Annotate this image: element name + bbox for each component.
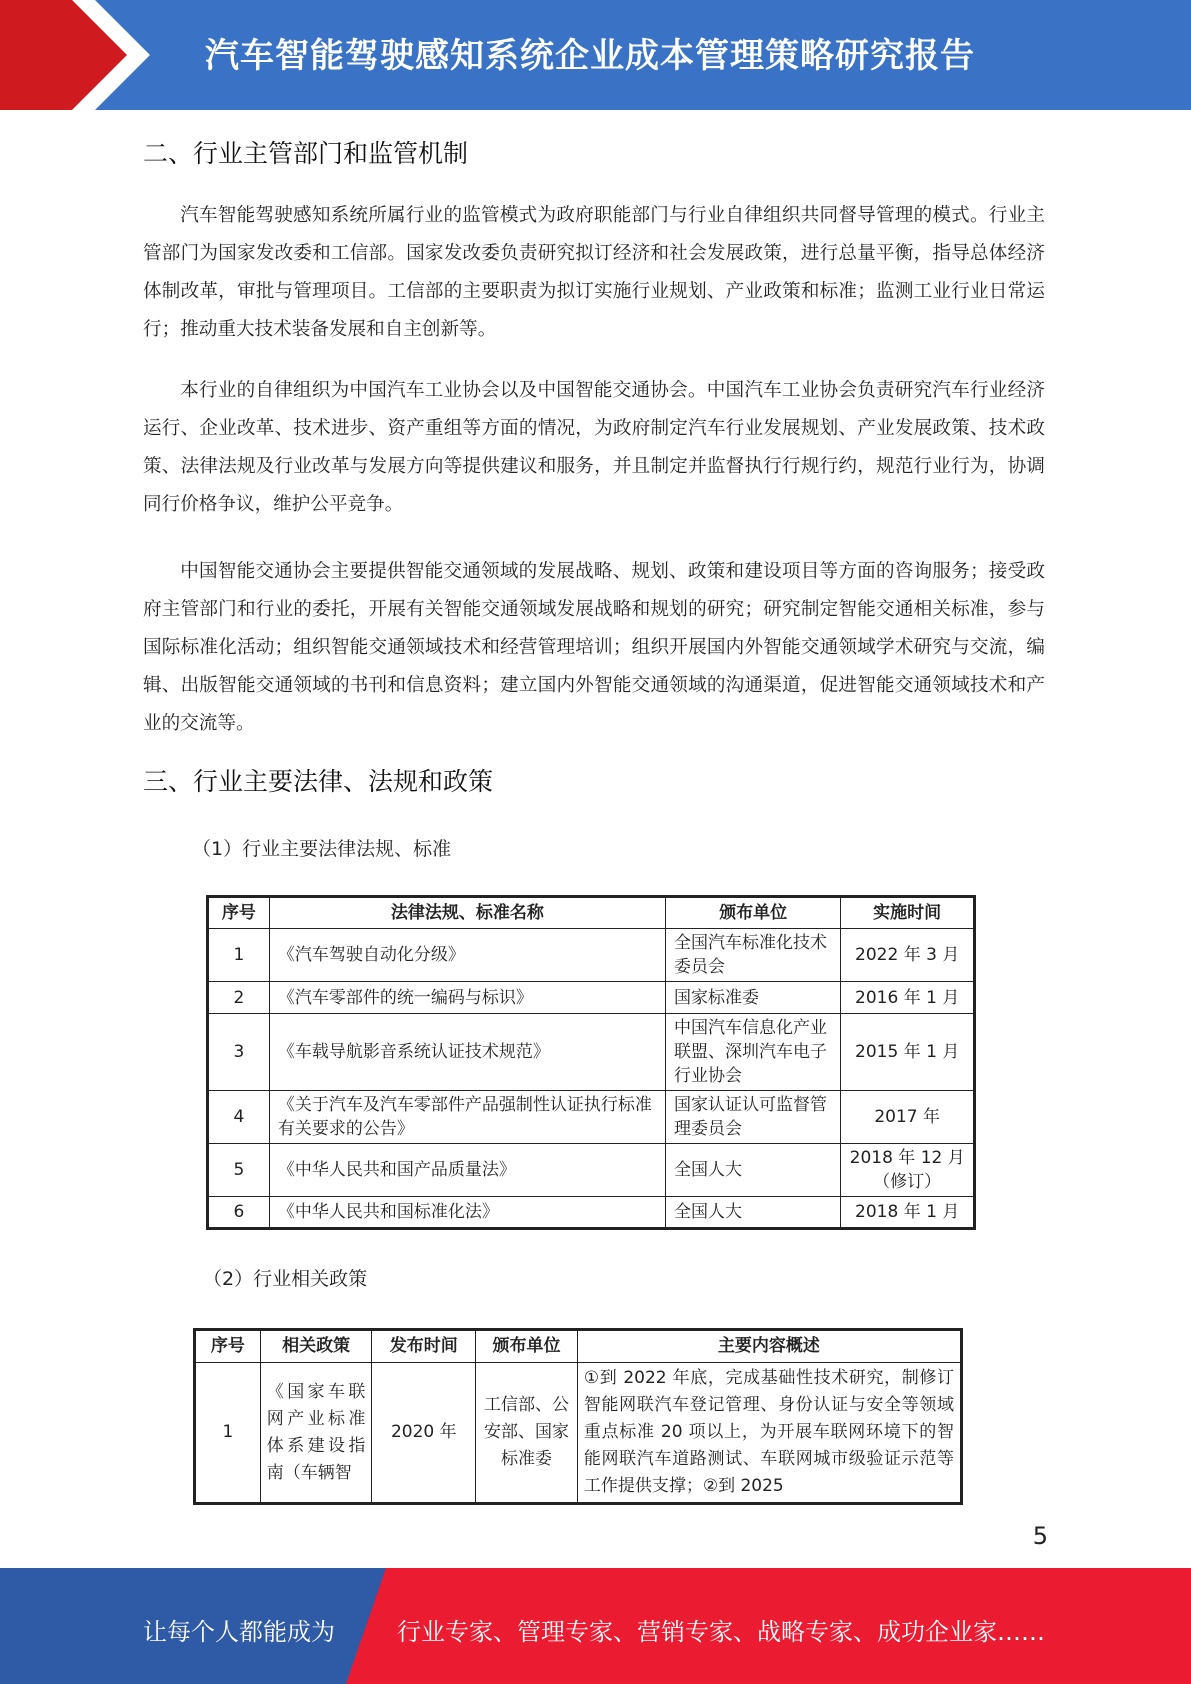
table-cell: 2015 年 1 月: [841, 1014, 975, 1091]
table-cell: 《国家车联网产业标准体系建设指南（车辆智: [260, 1363, 372, 1504]
table-cell: 6: [208, 1197, 270, 1229]
table-cell: 全国人大: [666, 1197, 841, 1229]
table-cell: 2016 年 1 月: [841, 982, 975, 1014]
policies-table: [193, 1328, 963, 1505]
table-cell: 全国人大: [666, 1144, 841, 1197]
column-header: 法律法规、标准名称: [269, 897, 665, 929]
subheading-laws-standards: （1）行业主要法律法规、标准: [192, 838, 452, 860]
subheading-policies: （2）行业相关政策: [203, 1268, 368, 1290]
column-header: 发布时间: [372, 1330, 476, 1363]
page-header-banner: [0, 0, 1191, 110]
table-cell: 2020 年: [372, 1363, 476, 1504]
table-cell: 《关于汽车及汽车零部件产品强制性认证执行标准有关要求的公告》: [269, 1091, 665, 1144]
table-cell: 1: [208, 929, 270, 982]
column-header: 颁布单位: [666, 897, 841, 929]
table-cell: 国家认证认可监督管理委员会: [666, 1091, 841, 1144]
table-cell: 3: [208, 1014, 270, 1091]
table-cell: 《汽车零部件的统一编码与标识》: [269, 982, 665, 1014]
table-cell: 《中华人民共和国标准化法》: [269, 1197, 665, 1229]
header-chevron-icon: [0, 0, 140, 110]
table-row: [208, 1197, 975, 1229]
table-cell: ①到 2022 年底，完成基础性技术研究，制修订智能网联汽车登记管理、身份认证与安全等领域重点标准 20 项以上，为开展车联网环境下的智能网联汽车道路测试、车联网城市级验证示范等工作提供支撑；②到 2025: [577, 1363, 961, 1504]
column-header: 序号: [208, 897, 270, 929]
footer-slogan-right: 行业专家、管理专家、营销专家、战略专家、成功企业家……: [397, 1618, 1045, 1646]
table-cell: 2: [208, 982, 270, 1014]
table-cell: 《汽车驾驶自动化分级》: [269, 929, 665, 982]
table-cell: 1: [195, 1363, 261, 1504]
section-heading-regulators: 二、行业主管部门和监管机制: [143, 139, 469, 168]
table-cell: 《车载导航影音系统认证技术规范》: [269, 1014, 665, 1091]
column-header: 主要内容概述: [577, 1330, 961, 1363]
paragraph-self-regulation: 本行业的自律组织为中国汽车工业协会以及中国智能交通协会。中国汽车工业协会负责研究汽车行业经济运行、企业改革、技术进步、资产重组等方面的情况，为政府制定汽车行业发展规划、产业发展政策、技术政策、法律法规及行业改革与发展方向等提供建议和服务，并且制定并监督执行行规行约，规范行业行为，协调同行价格争议，维护公平竞争。: [143, 380, 1045, 515]
table-cell: 2022 年 3 月: [841, 929, 975, 982]
table-cell: 2018 年 12 月（修订）: [841, 1144, 975, 1197]
page-number: 5: [1032, 1522, 1048, 1550]
table-row: [208, 1144, 975, 1197]
table-cell: 全国汽车标准化技术委员会: [666, 929, 841, 982]
table-cell: 《中华人民共和国产品质量法》: [269, 1144, 665, 1197]
page-footer-banner: [0, 1568, 1191, 1684]
table-row: [208, 1091, 975, 1144]
table-header-row: [195, 1330, 962, 1363]
table-row: [208, 1014, 975, 1091]
table-row: [208, 982, 975, 1014]
footer-slogan-left: 让每个人都能成为: [143, 1618, 335, 1646]
column-header: 相关政策: [260, 1330, 372, 1363]
column-header: 序号: [195, 1330, 261, 1363]
table-row: [195, 1363, 962, 1504]
table-cell: 2017 年: [841, 1091, 975, 1144]
table-header-row: [208, 897, 975, 929]
report-title: 汽车智能驾驶感知系统企业成本管理策略研究报告: [205, 36, 975, 76]
table-cell: 2018 年 1 月: [841, 1197, 975, 1229]
table-cell: 中国汽车信息化产业联盟、深圳汽车电子行业协会: [666, 1014, 841, 1091]
table-cell: 工信部、公安部、国家标准委: [476, 1363, 578, 1504]
laws-standards-table: [206, 895, 976, 1230]
table-cell: 国家标准委: [666, 982, 841, 1014]
column-header: 颁布单位: [476, 1330, 578, 1363]
table-row: [208, 929, 975, 982]
paragraph-regulation-model: 汽车智能驾驶感知系统所属行业的监管模式为政府职能部门与行业自律组织共同督导管理的模式。行业主管部门为国家发改委和工信部。国家发改委负责研究拟订经济和社会发展政策，进行总量平衡，指导总体经济体制改革，审批与管理项目。工信部的主要职责为拟订实施行业规划、产业政策和标准；监测工业行业日常运行；推动重大技术装备发展和自主创新等。: [143, 205, 1045, 340]
paragraph-its-association: 中国智能交通协会主要提供智能交通领域的发展战略、规划、政策和建设项目等方面的咨询服务；接受政府主管部门和行业的委托，开展有关智能交通领域发展战略和规划的研究；研究制定智能交通相关标准，参与国际标准化活动；组织智能交通领域技术和经营管理培训；组织开展国内外智能交通领域学术研究与交流，编辑、出版智能交通领域的书刊和信息资料；建立国内外智能交通领域的沟通渠道，促进智能交通领域技术和产业的交流等。: [143, 561, 1045, 734]
column-header: 实施时间: [841, 897, 975, 929]
table-cell: 4: [208, 1091, 270, 1144]
table-cell: 5: [208, 1144, 270, 1197]
section-heading-laws-policies: 三、行业主要法律、法规和政策: [143, 767, 494, 796]
